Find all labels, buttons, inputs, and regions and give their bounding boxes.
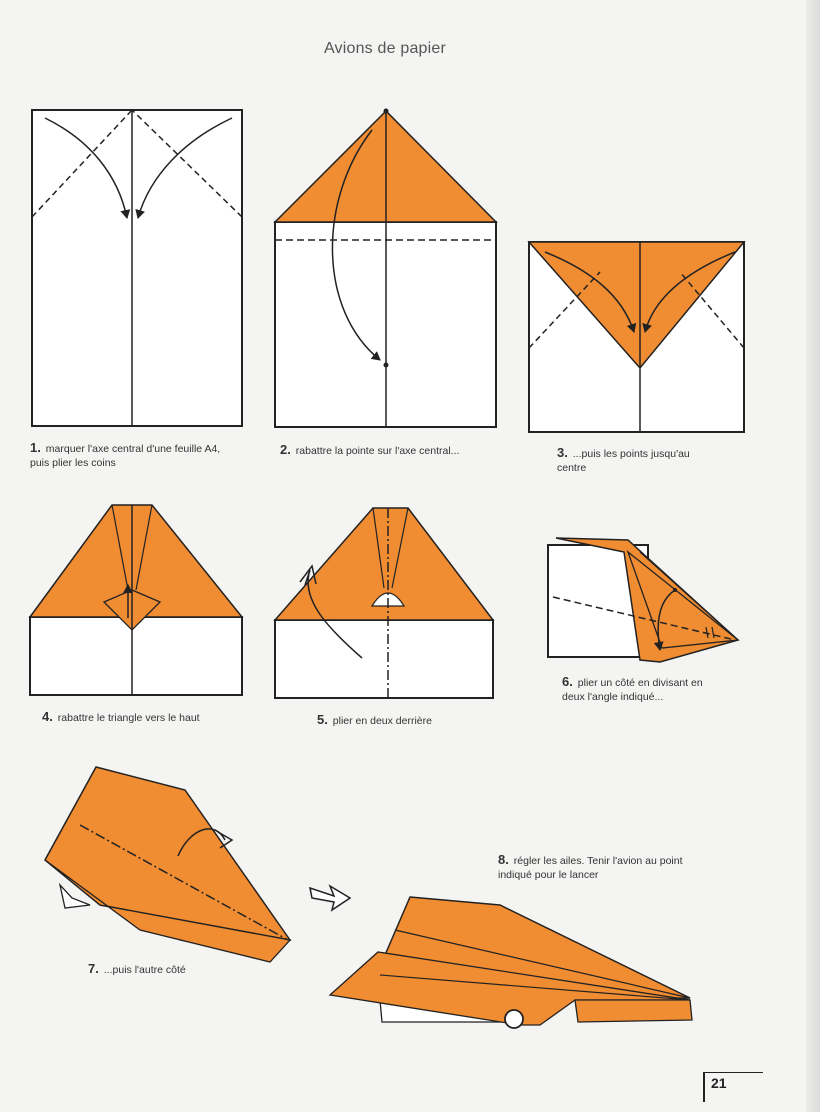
step-6-caption — [562, 675, 762, 704]
step-7-caption — [88, 962, 288, 977]
page-title: Avions de papier — [323, 40, 447, 57]
step-6-diagram — [548, 538, 738, 662]
step-text: rabattre la pointe sur l'axe central... — [295, 445, 460, 457]
step-number: 7. — [88, 961, 99, 976]
step-5-diagram — [275, 508, 493, 698]
step-2-caption — [280, 443, 510, 458]
step-number: 5. — [317, 712, 328, 727]
step-text: marquer l'axe central d'une feuille A4, puis plier les coins — [30, 443, 221, 469]
step-number: 3. — [557, 445, 568, 460]
step-text: ...puis l'autre côté — [103, 964, 186, 976]
step-2-diagram — [275, 109, 496, 428]
step-5-caption — [317, 713, 517, 728]
step-8-diagram — [330, 897, 692, 1028]
step-4-diagram — [30, 505, 242, 695]
step-1-diagram — [32, 110, 242, 426]
step-text: plier un côté en divisant en deux l'angle indiqué... — [562, 677, 703, 703]
step-8-caption — [498, 853, 728, 882]
step-3-diagram — [529, 242, 744, 432]
step-text: plier en deux derrière — [332, 715, 432, 727]
step-text: rabattre le triangle vers le haut — [57, 712, 200, 724]
transition-arrow — [310, 886, 350, 910]
step-1-caption — [30, 441, 260, 470]
step-text: régler les ailes. Tenir l'avion au point indiqué pour le lancer — [498, 855, 683, 881]
step-number: 2. — [280, 442, 291, 457]
page-number: 21 — [703, 1072, 763, 1102]
step-number: 1. — [30, 440, 41, 455]
step-text: ...puis les points jusqu'au centre — [557, 448, 690, 474]
step-3-caption — [557, 446, 757, 475]
step-7-diagram — [45, 767, 290, 962]
step-number: 8. — [498, 852, 509, 867]
step-number: 4. — [42, 709, 53, 724]
step-number: 6. — [562, 674, 573, 689]
step-4-caption — [42, 710, 272, 725]
